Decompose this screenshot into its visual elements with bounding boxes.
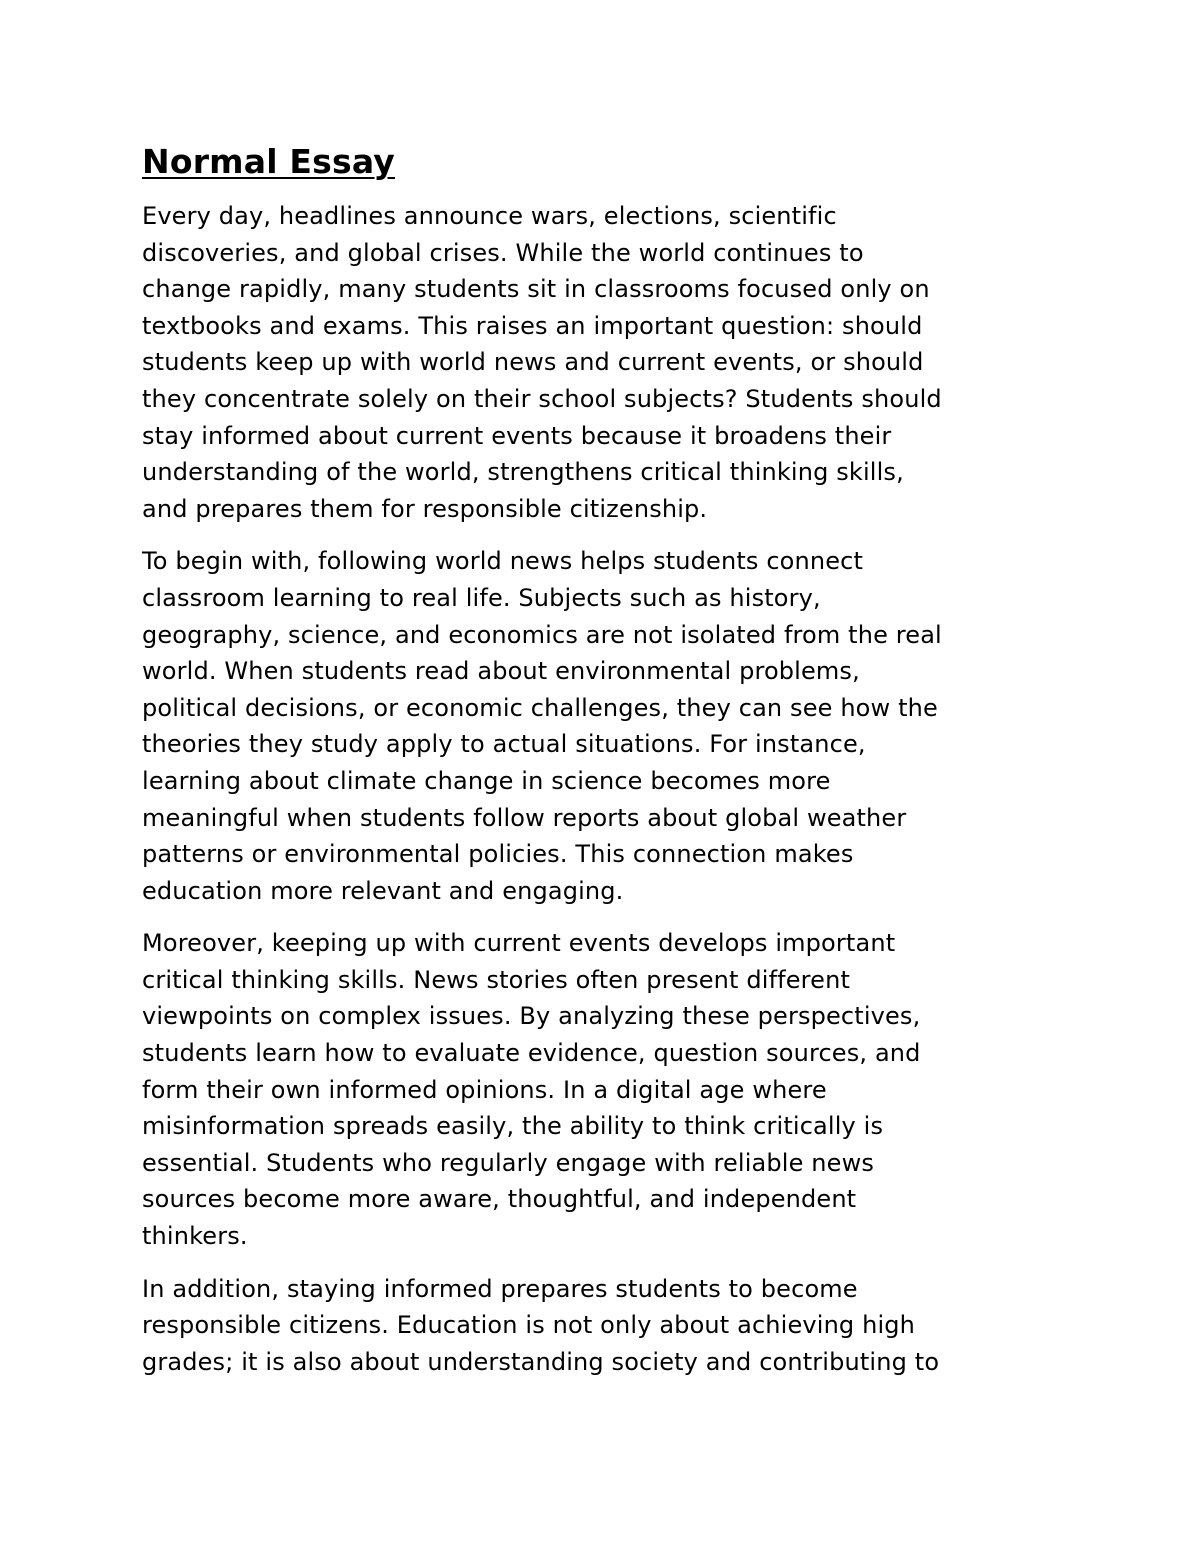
text-line: grades; it is also about understanding society and contributing to bbox=[142, 1347, 940, 1376]
text-line: misinformation spreads easily, the ability to think critically is bbox=[142, 1112, 884, 1141]
text-line: thinkers. bbox=[142, 1222, 248, 1251]
text-line: Moreover, keeping up with current events develops important bbox=[142, 929, 896, 958]
text-line: geography, science, and economics are not isolated from the real bbox=[142, 620, 942, 649]
paragraph-critical-thinking bbox=[142, 925, 1062, 1254]
text-line: viewpoints on complex issues. By analyzing these perspectives, bbox=[142, 1002, 921, 1031]
text-line: In addition, staying informed prepares students to become bbox=[142, 1274, 858, 1303]
text-line: understanding of the world, strengthens critical thinking skills, bbox=[142, 458, 904, 487]
text-line: critical thinking skills. News stories often present different bbox=[142, 965, 851, 994]
text-line: theories they study apply to actual situations. For instance, bbox=[142, 730, 866, 759]
text-line: form their own informed opinions. In a digital age where bbox=[142, 1075, 827, 1104]
paragraph-real-life-connection bbox=[142, 543, 1062, 909]
text-line: learning about climate change in science becomes more bbox=[142, 766, 831, 795]
text-line: they concentrate solely on their school subjects? Students should bbox=[142, 384, 942, 413]
essay-title: Normal Essay bbox=[142, 142, 396, 181]
text-line: textbooks and exams. This raises an important question: should bbox=[142, 311, 923, 340]
text-line: responsible citizens. Education is not only about achieving high bbox=[142, 1311, 916, 1340]
text-line: stay informed about current events because it broadens their bbox=[142, 421, 892, 450]
text-line: Every day, headlines announce wars, elections, scientific bbox=[142, 202, 837, 230]
text-line: and prepares them for responsible citizenship. bbox=[142, 494, 708, 523]
text-line: students learn how to evaluate evidence, question sources, and bbox=[142, 1039, 921, 1068]
text-line: To begin with, following world news helps students connect bbox=[142, 547, 864, 576]
text-line: sources become more aware, thoughtful, and independent bbox=[142, 1185, 857, 1214]
text-line: world. When students read about environmental problems, bbox=[142, 657, 860, 686]
text-line: meaningful when students follow reports about global weather bbox=[142, 803, 907, 832]
text-line: political decisions, or economic challenges, they can see how the bbox=[142, 693, 938, 722]
text-line: patterns or environmental policies. This connection makes bbox=[142, 840, 854, 869]
text-line: classroom learning to real life. Subjects such as history, bbox=[142, 583, 821, 612]
text-line: students keep up with world news and current events, or should bbox=[142, 348, 924, 377]
text-line: essential. Students who regularly engage with reliable news bbox=[142, 1148, 875, 1177]
document-body bbox=[142, 140, 1062, 1396]
paragraph-introduction bbox=[142, 198, 1062, 527]
text-line: education more relevant and engaging. bbox=[142, 876, 624, 905]
text-line: change rapidly, many students sit in classrooms focused only on bbox=[142, 275, 930, 304]
text-line: discoveries, and global crises. While the world continues to bbox=[142, 238, 864, 267]
paragraph-citizenship bbox=[142, 1271, 1062, 1381]
